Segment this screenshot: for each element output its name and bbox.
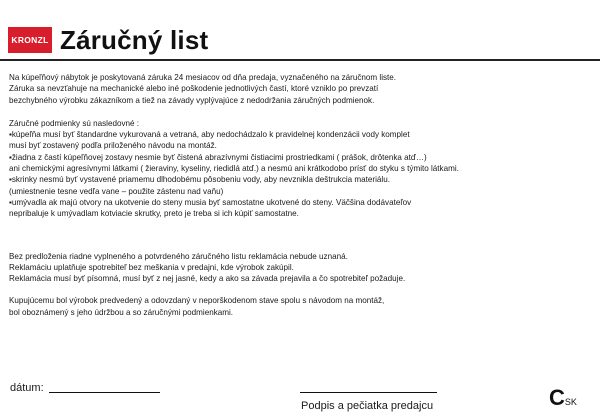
language-mark — [549, 385, 577, 411]
spacer — [9, 220, 594, 251]
condition-item: ▪umývadla ak majú otvory na ukotvenie do steny musia byť samostatne ukotvené do steny. Väčšina dodávateľov nepribaluje k umývadlam kotviacie skrutky, preto je treba si ich kúpiť samostatne. — [9, 197, 412, 219]
footer — [0, 370, 600, 420]
document-body — [9, 72, 594, 318]
signature-label: Podpis a pečiatka predajcu — [301, 400, 434, 412]
date-field-line[interactable] — [49, 392, 160, 393]
claims-paragraph: Bez predloženia riadne vyplneného a potvrdeného záručného listu reklamácia nebude uznaná. Reklamáciu uplatňuje spotrebiteľ bez meškania v predajni, kde výrobok zakúpil. Reklamácia musí byť písomná, musí byť z nej jasné, kedy a ako sa závada prejavila a čo spotrebiteľ požaduje. — [9, 251, 406, 284]
language-mark-letter: C — [549, 385, 565, 410]
header-divider — [0, 59, 600, 61]
spacer — [9, 106, 594, 118]
condition-item: ▪žiadna z častí kúpeľňovej zostavy nesmie byť čistená abrazívnymi čistiacimi prostriedkami ( prášok, drôtenka atď…) ani chemickými agresívnymi látkami ( žieraviny, kyseliny, riedidlá atď.) a nesmú ani krátkodobo prísť do styku s týmito látkami. — [9, 152, 459, 174]
header — [0, 0, 600, 64]
conditions-heading: Záručné podmienky sú nasledovné : — [9, 118, 140, 128]
spacer — [9, 284, 594, 295]
language-code: SK — [564, 397, 577, 407]
buyer-paragraph: Kupujúcemu bol výrobok predvedený a odovzdaný v neporškodenom stave spolu s návodom na montáž, bol oboznámený s jeho údržbou a so záručnými podmienkami. — [9, 296, 385, 317]
condition-item: ▪skrinky nesmú byť vystavené priamemu dlhodobému pôsobeniu vody, aby nevznikla deštrukcia materiálu. (umiestnenie tesne vedľa vane – použite zástenu nad vaňu) — [9, 175, 390, 196]
brand-logo: KRONZL — [8, 27, 52, 53]
condition-item: ▪kúpeľňa musí byť štandardne vykurovaná a vetraná, aby nedochádzalo k pravidelnej kondenzácii vody komplet musí byť zostavený podľa priloženého návodu na montáž. — [9, 130, 410, 151]
intro-paragraph: Na kúpeľňový nábytok je poskytovaná záruka 24 mesiacov od dňa predaja, vyznačeného na záručnom liste. Záruka sa nevzťahuje na mechanické alebo iné poškodenie jednotlivých častí, ktoré vzniklo po prevzatí bezchybného výrobku zákazníkom a tiež na závady vyplývajúce z nedodržania záručných podmienok. — [9, 73, 397, 105]
date-label: dátum: — [10, 382, 44, 394]
signature-field-line[interactable] — [300, 392, 437, 393]
page-title: Záručný list — [60, 25, 209, 55]
